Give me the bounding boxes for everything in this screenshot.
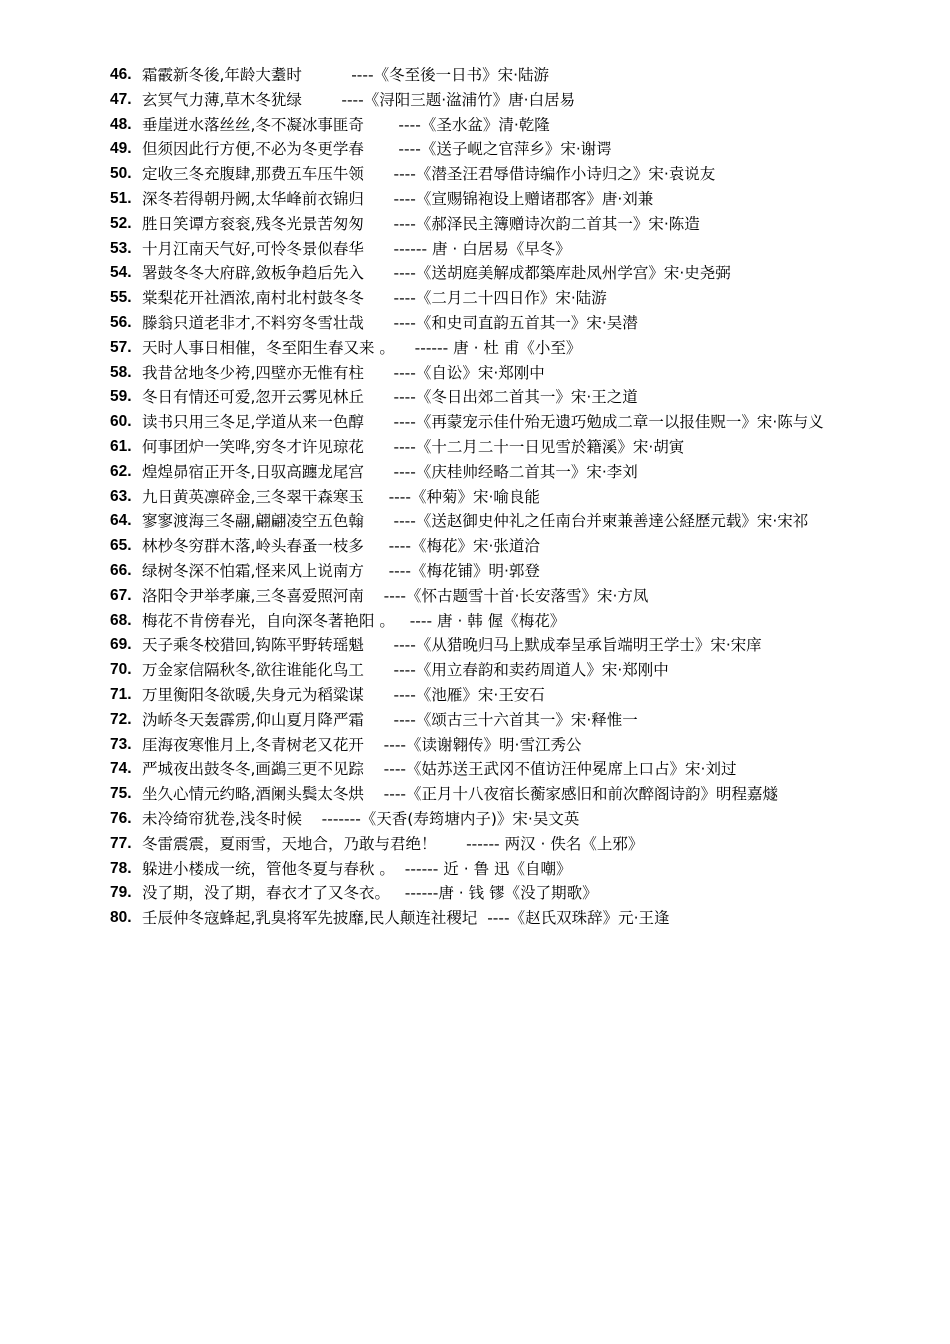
item-text [142,782,880,807]
item-number: 46. [110,66,132,83]
list-item [110,633,880,658]
item-text [142,113,880,138]
item-number: 66. [110,561,132,579]
dash-separator: ---- [363,165,416,184]
poem-source: 近 · 鲁 迅《自嘲》 [438,859,572,878]
dash-separator: ---- [363,685,416,704]
dash-separator: ---- [363,189,416,208]
poem-line: 煌煌昴宿正开冬,日驭高躔龙尾宫 [142,462,364,481]
poem-source: 唐 · 白居易《早冬》 [427,239,571,258]
poem-source: 《宣赐锦袍设上赠诸郡客》唐·刘兼 [415,189,654,208]
list-item [110,336,880,361]
poem-source: 《二月二十四日作》宋·陆游 [415,289,607,308]
item-text [142,609,880,634]
list-item [110,584,880,609]
poem-source: 《天香(寿筠塘内子)》宋·吴文英 [360,809,580,828]
item-text [142,435,880,460]
poem-line: 万金家信隔秋冬,欲往谁能化鸟工 [142,661,364,680]
poem-source: 《送胡庭美解成都築库赴凤州学宫》宋·史尧弼 [415,264,731,283]
item-text [142,857,880,882]
poem-line: 没了期，没了期，春衣才了又冬衣。 [142,884,391,903]
poem-source: 《送子岘之官萍乡》宋·谢谔 [420,140,612,159]
item-number: 49. [110,140,132,158]
item-number: 51. [110,189,132,207]
poem-line: 冬日有情还可爱,忽开云雾见林丘 [142,388,364,407]
item-number: 72. [110,710,132,728]
dash-separator: ---- [301,90,364,109]
item-number: 54. [110,264,132,282]
item-text [142,336,880,361]
dash-separator: ---- [363,636,416,655]
list-item [110,286,880,311]
item-text [142,410,880,435]
poem-line: 霜霰新冬後,年龄大耋时 [142,66,302,84]
list-item [110,187,880,212]
item-text [142,708,880,733]
list-item [110,162,880,187]
poem-line: 洛阳令尹举孝廉,三冬喜爱照河南 [142,586,364,605]
dash-separator: ---- [363,214,416,233]
list-item [110,410,880,435]
poem-source: 《再蒙宠示佳什殆无遗巧勉成二章一以报佳贶一》宋·陈与义 [415,413,824,432]
list-item [110,733,880,758]
list-item [110,559,880,584]
list-item [110,460,880,485]
poem-source: 《正月十八夜宿长蘅家感旧和前次醉阁诗韵》明程嘉燧 [406,785,779,804]
item-number: 78. [110,859,132,877]
item-text [142,534,880,559]
item-number: 65. [110,537,132,555]
dash-separator: ---- [363,313,416,332]
item-text [142,311,880,336]
list-item [110,708,880,733]
item-text [142,658,880,683]
item-number: 79. [110,884,132,902]
item-text [142,286,880,311]
list-item [110,509,880,534]
list-item [110,534,880,559]
item-number: 76. [110,809,132,827]
poem-source: 《梅花》宋·张道洽 [410,537,540,556]
list-item [110,261,880,286]
dash-separator: ------ [390,884,439,903]
poem-source: 《冬至後一日书》宋·陆游 [373,66,550,84]
list-item [110,857,880,882]
dash-separator: ---- [363,413,416,432]
poem-line: 绿树冬深不怕霜,怪来风上说南方 [142,561,364,580]
poem-source: 《送赵御史仲礼之任南台并柬兼善達公経歷元载》宋·宋祁 [415,512,809,531]
item-text [142,881,880,906]
dash-separator: ---- [394,611,433,630]
item-text [142,361,880,386]
dash-separator: ---- [363,487,411,506]
item-number: 74. [110,760,132,778]
dash-separator: ---- [363,586,407,605]
poem-source: 《赵氏双珠辞》元·王逢 [509,909,670,928]
list-item [110,435,880,460]
list-item [110,311,880,336]
poem-line: 深冬若得朝丹阙,太华峰前衣锦归 [142,189,364,208]
dash-separator: ---- [363,760,407,779]
list-item [110,385,880,410]
list-item [110,881,880,906]
poem-source: 《颂古三十六首其一》宋·释惟一 [415,710,638,729]
dash-separator: ---- [363,537,411,556]
list-item [110,757,880,782]
poem-line: 九日黄英凛碎金,三冬翠干森寒玉 [142,487,364,506]
poem-line: 万里衡阳冬欲暖,失身元为稻粱谋 [142,685,364,704]
poem-source: 《用立春韵和卖药周道人》宋·郑刚中 [415,661,669,680]
poem-source: 《潜圣汪君辱借诗编作小诗归之》宋·袁说友 [415,165,716,184]
item-number: 63. [110,487,132,505]
poem-line: 垂崖迸水落丝丝,冬不凝冰事匪奇 [142,115,364,134]
list-item [110,609,880,634]
poem-line: 林杪冬穷群木落,岭头春蚤一枝多 [142,537,364,556]
poem-source: 《种菊》宋·喻良能 [410,487,540,506]
list-item [110,906,880,931]
item-text [142,485,880,510]
list-item [110,63,880,88]
dash-separator: ---- [301,66,374,84]
item-number: 73. [110,735,132,753]
item-text [142,385,880,410]
item-number: 60. [110,413,132,431]
list-item [110,212,880,237]
list-item [110,485,880,510]
poem-line: 躲进小楼成一统，管他冬夏与春秋 。 [142,859,395,878]
item-number: 47. [110,90,132,108]
poem-source: 唐 · 韩 偓《梅花》 [432,611,566,630]
list-item [110,782,880,807]
poem-line: 滕翁只道老非才,不料穷冬雪壮哉 [142,313,364,332]
dash-separator: ---- [363,140,421,159]
item-text [142,584,880,609]
poem-source: 《自讼》宋·郑刚中 [415,363,545,382]
item-text [142,261,880,286]
item-text [142,832,880,857]
item-text [142,88,880,113]
poem-line: 厓海夜寒惟月上,冬青树老又花开 [142,735,364,754]
dash-separator: ---- [363,264,416,283]
dash-separator: ---- [363,289,416,308]
item-text [142,757,880,782]
dash-separator: ---- [363,561,411,580]
item-text [142,906,880,931]
list-item [110,88,880,113]
item-number: 59. [110,388,132,406]
item-number: 70. [110,661,132,679]
poem-source: 《从猎晚归马上默成奉呈承旨端明王学士》宋·宋庠 [415,636,762,655]
poem-source: 《冬日出郊二首其一》宋·王之道 [415,388,638,407]
item-number: 53. [110,239,132,257]
poem-source: 唐 · 钱 镠《没了期歌》 [438,884,598,903]
item-text [142,509,880,534]
item-number: 57. [110,338,132,356]
poem-source: 《庆桂帅经略二首其一》宋·李刘 [415,462,638,481]
list-item [110,683,880,708]
poem-source: 《姑苏送王武冈不值访汪仲冕席上口占》宋·刘过 [406,760,737,779]
poem-line: 严城夜出鼓冬冬,画鷁三更不见踪 [142,760,364,779]
dash-separator: ---- [363,785,407,804]
item-number: 64. [110,512,132,530]
item-text [142,137,880,162]
poem-line: 我昔岔地冬少袴,四壁亦无惟有柱 [142,363,364,382]
poem-line: 壬辰仲冬寇蜂起,乳臭将军先披靡,民人颠连社稷圮 [142,909,478,928]
item-text [142,633,880,658]
poem-list [110,63,880,931]
dash-separator: ------- [301,809,361,828]
poem-line: 定收三冬充腹肆,那费五车压牛领 [142,165,364,184]
poem-line: 未冷绮帘犹卷,浅冬时候 [142,809,302,828]
item-number: 58. [110,363,132,381]
item-text [142,63,880,88]
list-item [110,832,880,857]
poem-source: 《十二月二十一日见雪於籍溪》宋·胡寅 [415,437,685,456]
item-number: 80. [110,909,132,927]
poem-line: 署鼓冬冬大府辟,敛板争趋后先入 [142,264,364,283]
item-text [142,162,880,187]
poem-source: 《郝泽民主簿赠诗次韵二首其一》宋·陈造 [415,214,700,233]
list-item [110,113,880,138]
poem-line: 读书只用三冬足,学道从来一色醇 [142,413,364,432]
poem-line: 天时人事日相催，冬至阳生春又来 。 [142,338,395,357]
poem-source: 《怀古题雪十首·长安落雪》宋·方凤 [406,586,649,605]
poem-line: 天子乘冬校猎回,钩陈平野转瑶魁 [142,636,364,655]
item-number: 52. [110,214,132,232]
list-item [110,807,880,832]
dash-separator: ---- [363,437,416,456]
item-number: 61. [110,437,132,455]
poem-line: 何事团炉一笑哗,穷冬才许见琼花 [142,437,364,456]
list-item [110,137,880,162]
poem-source: 《读谢翱传》明·雪江秀公 [406,735,582,754]
poem-line: 梅花不肯傍春光，自向深冬著艳阳 。 [142,611,395,630]
item-text [142,807,880,832]
item-text [142,212,880,237]
item-number: 67. [110,586,132,604]
list-item [110,361,880,386]
poem-line: 棠梨花开社酒浓,南村北村鼓冬冬 [142,289,364,308]
dash-separator: ------ [363,239,428,258]
poem-line: 坐久心情元约略,酒阑头鬓太冬烘 [142,785,364,804]
poem-source: 《浔阳三题·湓浦竹》唐·白居易 [363,90,576,109]
poem-source: 《池雁》宋·王安石 [415,685,545,704]
list-item [110,658,880,683]
item-number: 77. [110,834,132,852]
poem-source: 《梅花铺》明·郭登 [410,561,540,580]
poem-line: 冬雷震震，夏雨雪，天地合，乃敢与君绝！ [142,834,437,853]
poem-source: 唐 · 杜 甫《小至》 [448,338,582,357]
item-text [142,733,880,758]
dash-separator: ---- [477,909,510,928]
dash-separator: ---- [363,661,416,680]
poem-source: 《圣水盆》清·乾隆 [420,115,550,134]
item-text [142,237,880,262]
item-number: 56. [110,313,132,331]
poem-source: 两汉 · 佚名《上邪》 [499,834,644,853]
item-text [142,559,880,584]
poem-line: 玄冥气力薄,草木冬犹绿 [142,90,302,109]
list-item [110,237,880,262]
dash-separator: ------ [436,834,500,853]
dash-separator: ------ [394,338,449,357]
dash-separator: ---- [363,735,407,754]
poem-line: 胜日笑谭方衮衮,残冬光景苦匆匆 [142,214,364,233]
dash-separator: ---- [363,512,416,531]
item-number: 75. [110,785,132,803]
item-number: 50. [110,165,132,183]
poem-line: 但须因此行方便,不必为冬更学春 [142,140,364,159]
dash-separator: ---- [363,462,416,481]
item-number: 62. [110,462,132,480]
dash-separator: ------ [394,859,439,878]
item-number: 55. [110,289,132,307]
item-number: 71. [110,685,132,703]
poem-source: 《和史司直韵五首其一》宋·吴潜 [415,313,638,332]
dash-separator: ---- [363,388,416,407]
item-text [142,460,880,485]
poem-line: 沩峤冬天轰霹雳,仰山夏月降严霜 [142,710,364,729]
item-number: 69. [110,636,132,654]
item-number: 68. [110,611,132,629]
item-text [142,683,880,708]
item-number: 48. [110,115,132,133]
item-text [142,187,880,212]
poem-line: 寥寥渡海三冬翮,翩翩凌空五色翰 [142,512,364,531]
poem-line: 十月江南天气好,可怜冬景似春华 [142,239,364,258]
dash-separator: ---- [363,710,416,729]
dash-separator: ---- [363,115,421,134]
dash-separator: ---- [363,363,416,382]
